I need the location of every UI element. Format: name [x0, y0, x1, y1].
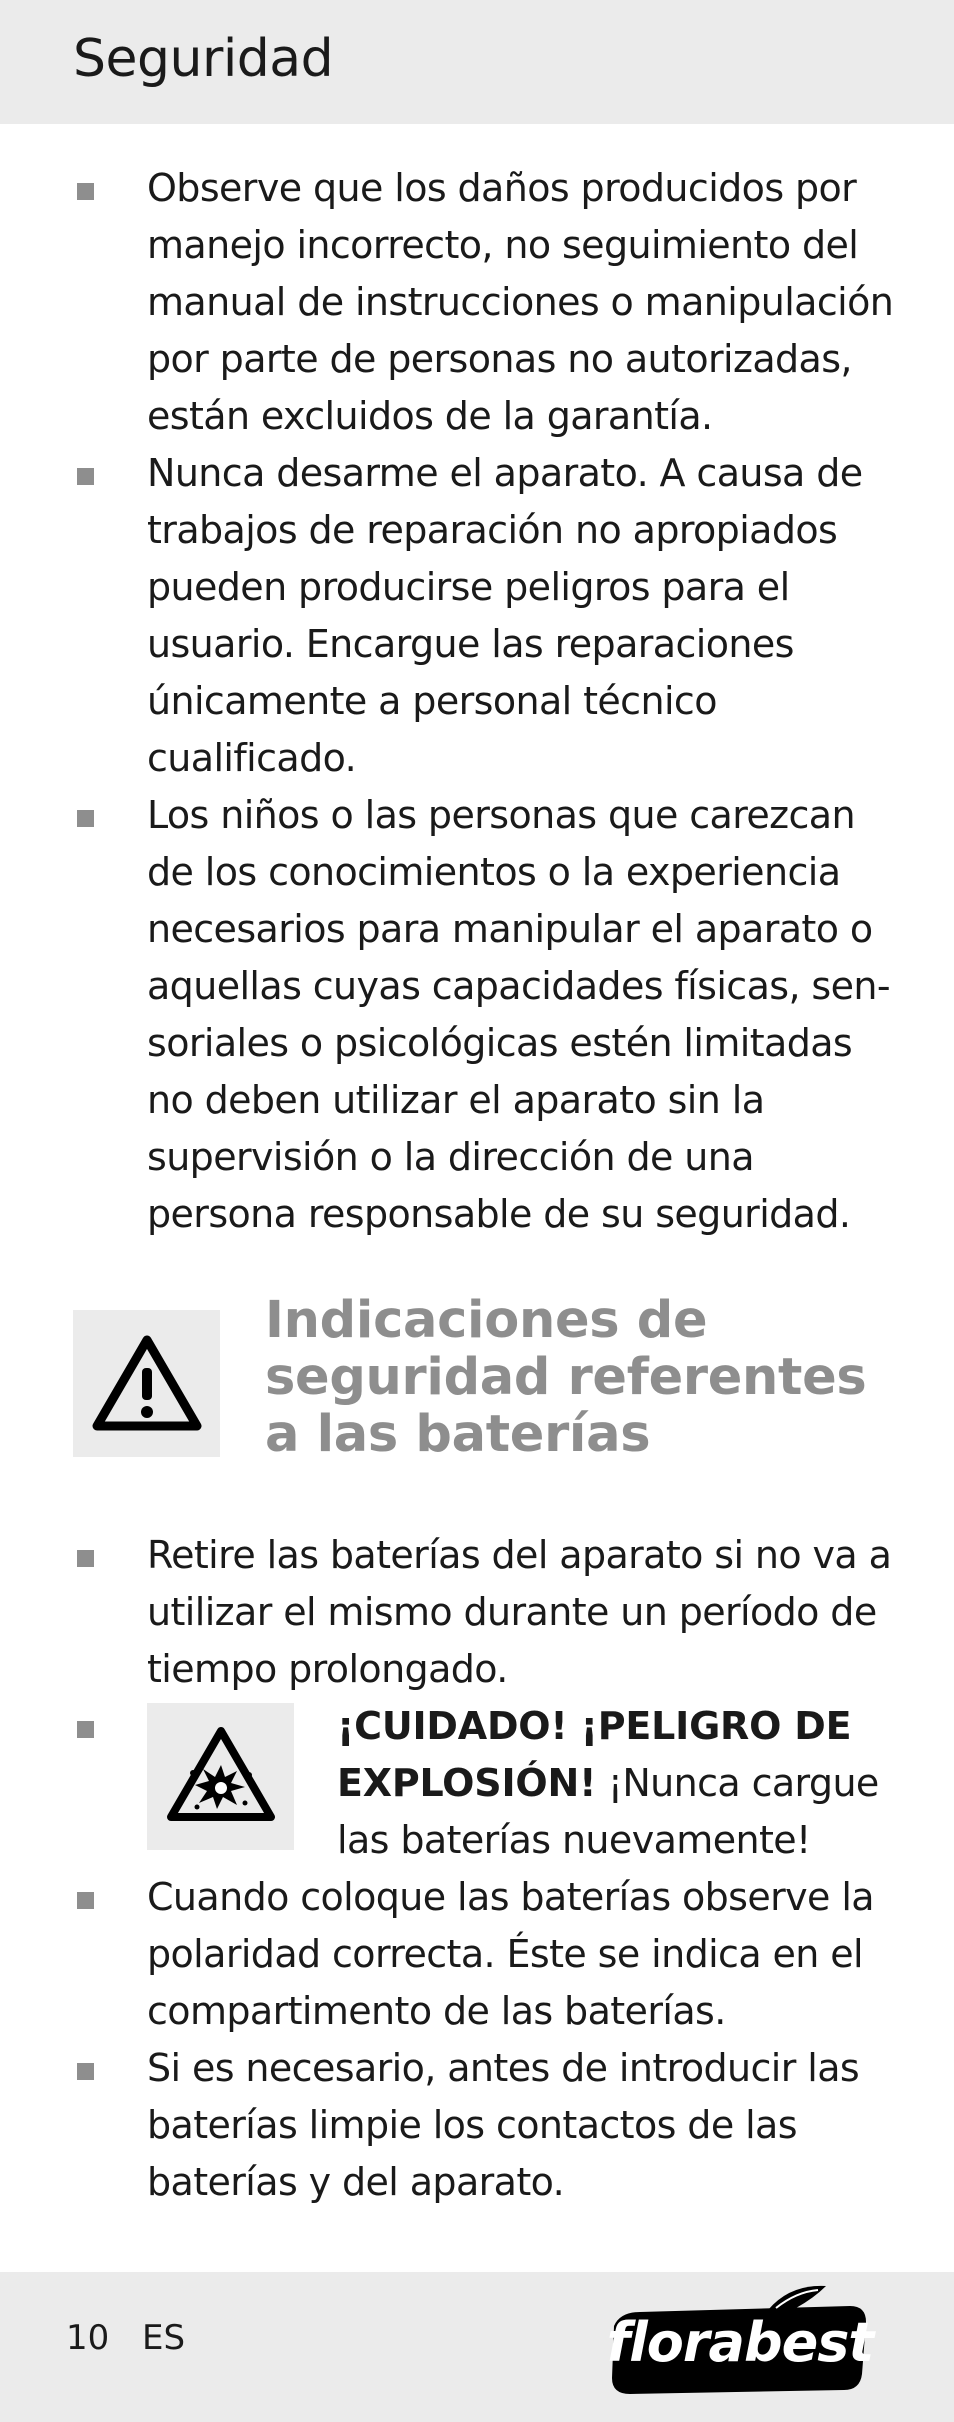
page-number: 10 — [66, 2318, 110, 2358]
warning-triangle-icon — [73, 1310, 220, 1457]
explosion-warning-bold: ¡CUIDADO! ¡PELIGRO DE EXPLOSIÓN! — [337, 1704, 852, 1805]
list-item-explosion-warning — [0, 1698, 954, 1869]
square-bullet-icon — [77, 2063, 94, 2080]
explosion-warning-rest: ¡Nunca cargue las baterías nuevamente! — [337, 1761, 879, 1862]
list-item — [0, 1869, 954, 2040]
list-item — [0, 1527, 954, 1698]
safety-list — [0, 160, 954, 1243]
battery-safety-list — [0, 1527, 954, 2211]
list-item — [0, 787, 954, 1243]
explosion-warning-icon — [147, 1703, 294, 1850]
logo-text: florabest — [606, 2310, 874, 2374]
language-code: ES — [142, 2318, 186, 2358]
list-item-text: Retire las baterías del aparato si no va a utilizar el mismo durante un período de tiempo prolongado. — [147, 1533, 892, 1691]
list-item — [0, 2040, 954, 2211]
list-item-text: Los niños o las personas que carezcan de los conocimientos o la experiencia necesarios para manipular el aparato o aquellas cuyas capacidades físicas, sen-soriales o psicológicas estén limitadas no deben utilizar el aparato sin la supervisión o la dirección de una persona responsable de su seguridad. — [147, 793, 890, 1236]
list-item-text: Nunca desarme el aparato. A causa de trabajos de reparación no apropiados pueden producirse peligros para el usuario. Encargue las reparaciones únicamente a personal técnico cualificado. — [147, 451, 863, 780]
square-bullet-icon — [77, 1550, 94, 1567]
square-bullet-icon — [77, 1721, 94, 1738]
square-bullet-icon — [77, 183, 94, 200]
page-header — [0, 0, 954, 124]
florabest-logo — [600, 2282, 880, 2402]
section-title: Indicaciones de seguridad referentes a las baterías — [265, 1291, 867, 1464]
square-bullet-icon — [77, 1892, 94, 1909]
list-item-text: Si es necesario, antes de introducir las baterías limpie los contactos de las baterías y del aparato. — [147, 2046, 860, 2204]
square-bullet-icon — [77, 810, 94, 827]
square-bullet-icon — [77, 468, 94, 485]
explosion-warning-text — [337, 1698, 894, 1869]
list-item-text: Observe que los daños producidos por manejo incorrecto, no seguimiento del manual de instrucciones o manipulación por parte de personas no autorizadas, están excluidos de la garantía. — [147, 166, 894, 438]
list-item — [0, 160, 954, 445]
list-item-text: Cuando coloque las baterías observe la polaridad correcta. Éste se indica en el compartimento de las baterías. — [147, 1875, 874, 2033]
list-item — [0, 445, 954, 787]
header-title: Seguridad — [73, 29, 334, 89]
